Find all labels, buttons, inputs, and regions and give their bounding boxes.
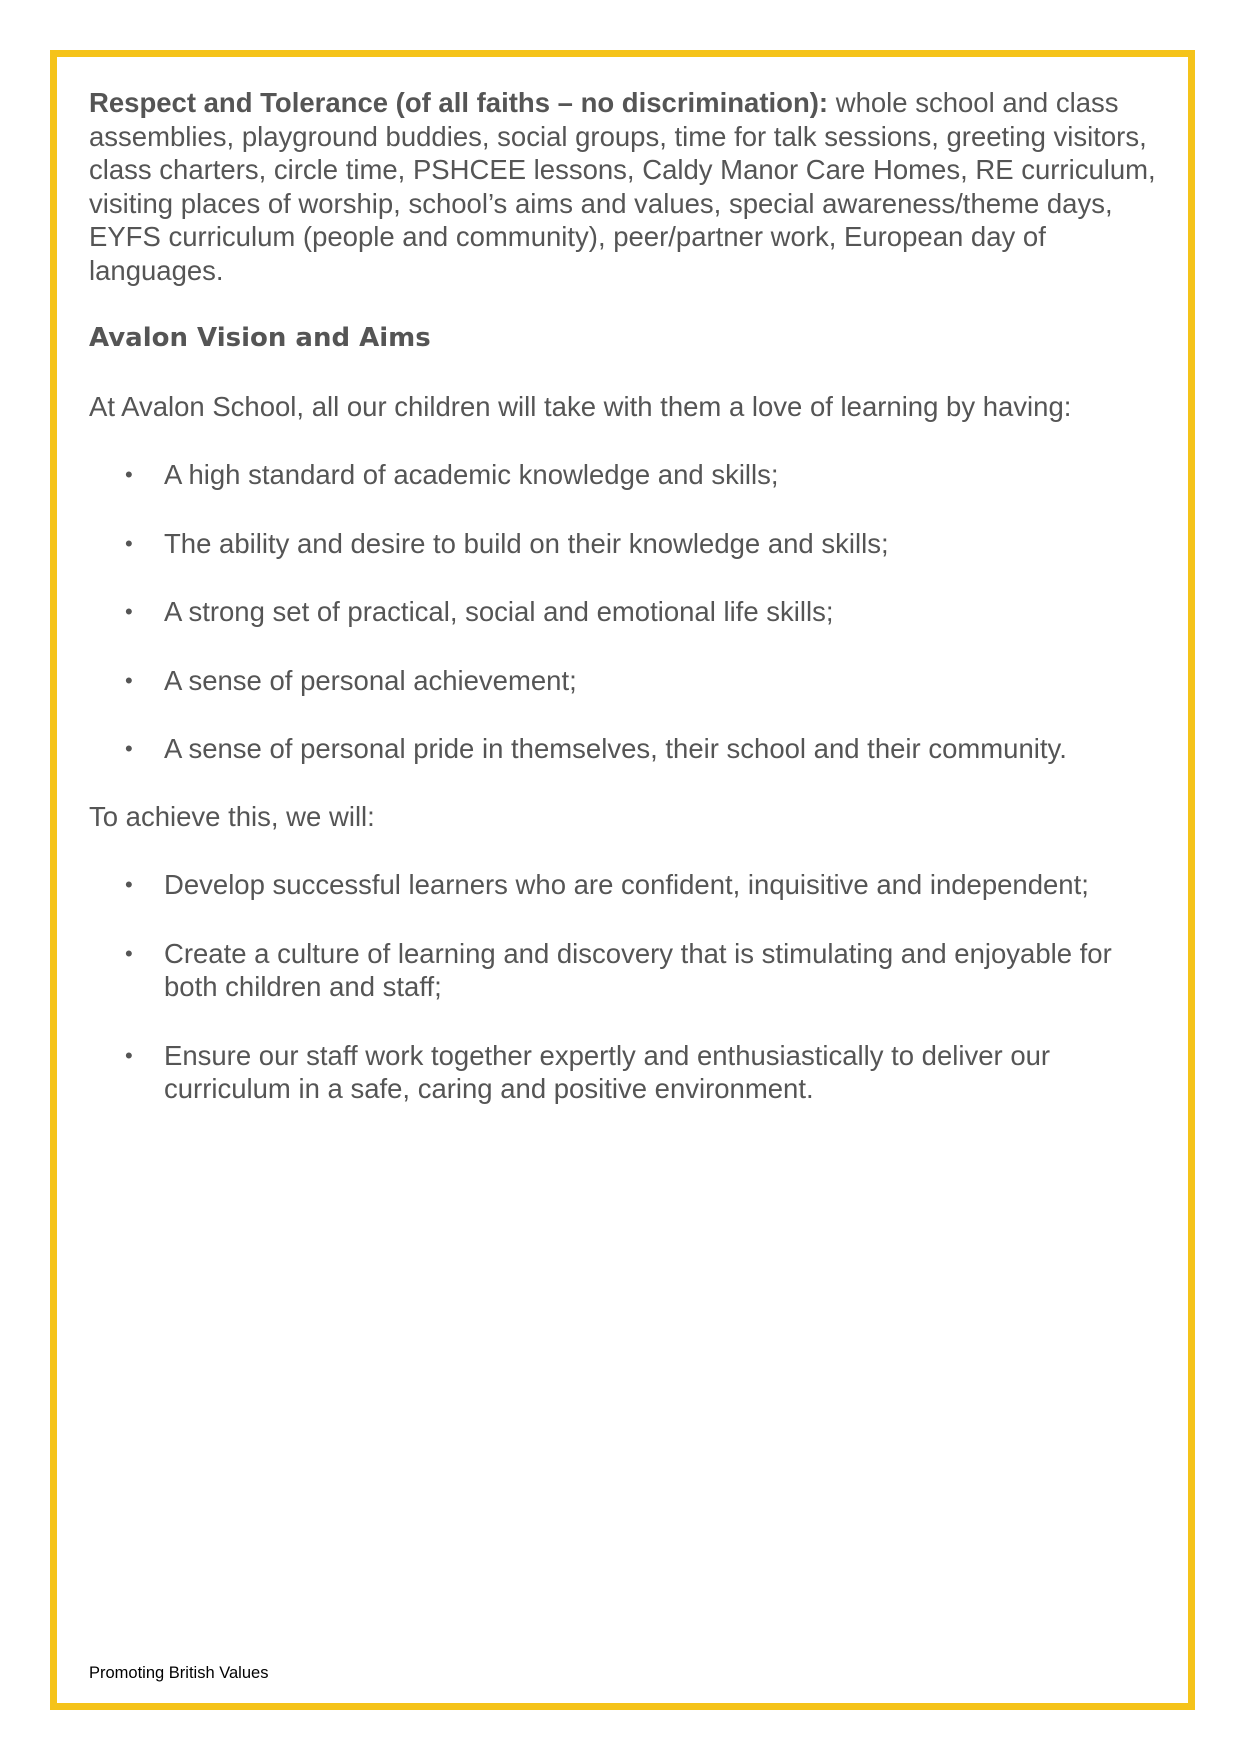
commitment-text: Develop successful learners who are confident, inquisitive and independent;	[164, 869, 1089, 900]
commitments-list	[89, 868, 1159, 1106]
commitment-text: Create a culture of learning and discovery that is stimulating and enjoyable for both children and staff;	[164, 937, 1112, 1002]
aim-text: A sense of personal pride in themselves, their school and their community.	[164, 733, 1067, 764]
bullet-icon: •	[125, 530, 133, 556]
aim-item	[89, 732, 1159, 766]
aim-item	[89, 664, 1159, 698]
commitment-item	[89, 937, 1159, 1004]
vision-intro: At Avalon School, all our children will take with them a love of learning by having:	[89, 390, 1072, 422]
bullet-icon: •	[125, 736, 133, 761]
aim-text: A strong set of practical, social and emotional life skills;	[164, 596, 834, 627]
bullet-icon: •	[125, 872, 133, 897]
commitment-item	[89, 868, 1159, 902]
vision-heading: Avalon Vision and Aims	[89, 323, 431, 353]
aims-list	[89, 458, 1159, 766]
bullet-icon: •	[125, 599, 133, 624]
document-content	[89, 86, 1159, 1106]
aim-text: A sense of personal achievement;	[164, 664, 577, 696]
aim-item	[89, 595, 1159, 629]
bullet-icon: •	[125, 667, 133, 693]
respect-tolerance-paragraph	[89, 86, 1159, 287]
aim-item	[89, 527, 1159, 561]
aim-item	[89, 458, 1159, 492]
page-footer: Promoting British Values	[89, 1664, 269, 1682]
bullet-icon: •	[125, 940, 133, 966]
respect-tolerance-lead: Respect and Tolerance (of all faiths – no discrimination):	[89, 87, 829, 118]
aim-text: The ability and desire to build on their knowledge and skills;	[164, 527, 889, 559]
bullet-icon: •	[125, 1042, 133, 1068]
respect-tolerance-body: whole school and class assemblies, playground buddies, social groups, time for talk sessions, greeting visitors, class charters, circle time, PSHCEE lessons, Caldy Manor Care Homes, RE curriculum, visiting places of worship, school’s aims and values, special awareness/theme days, EYFS curriculum (people and community), peer/partner work, European day of languages.	[89, 87, 1156, 286]
commitment-item	[89, 1039, 1159, 1106]
achieve-intro: To achieve this, we will:	[89, 800, 375, 832]
commitment-text: Ensure our staff work together expertly and enthusiastically to deliver our curriculum in a safe, caring and positive environment.	[164, 1039, 1051, 1104]
aim-text: A high standard of academic knowledge and skills;	[164, 459, 779, 490]
bullet-icon: •	[125, 462, 133, 487]
